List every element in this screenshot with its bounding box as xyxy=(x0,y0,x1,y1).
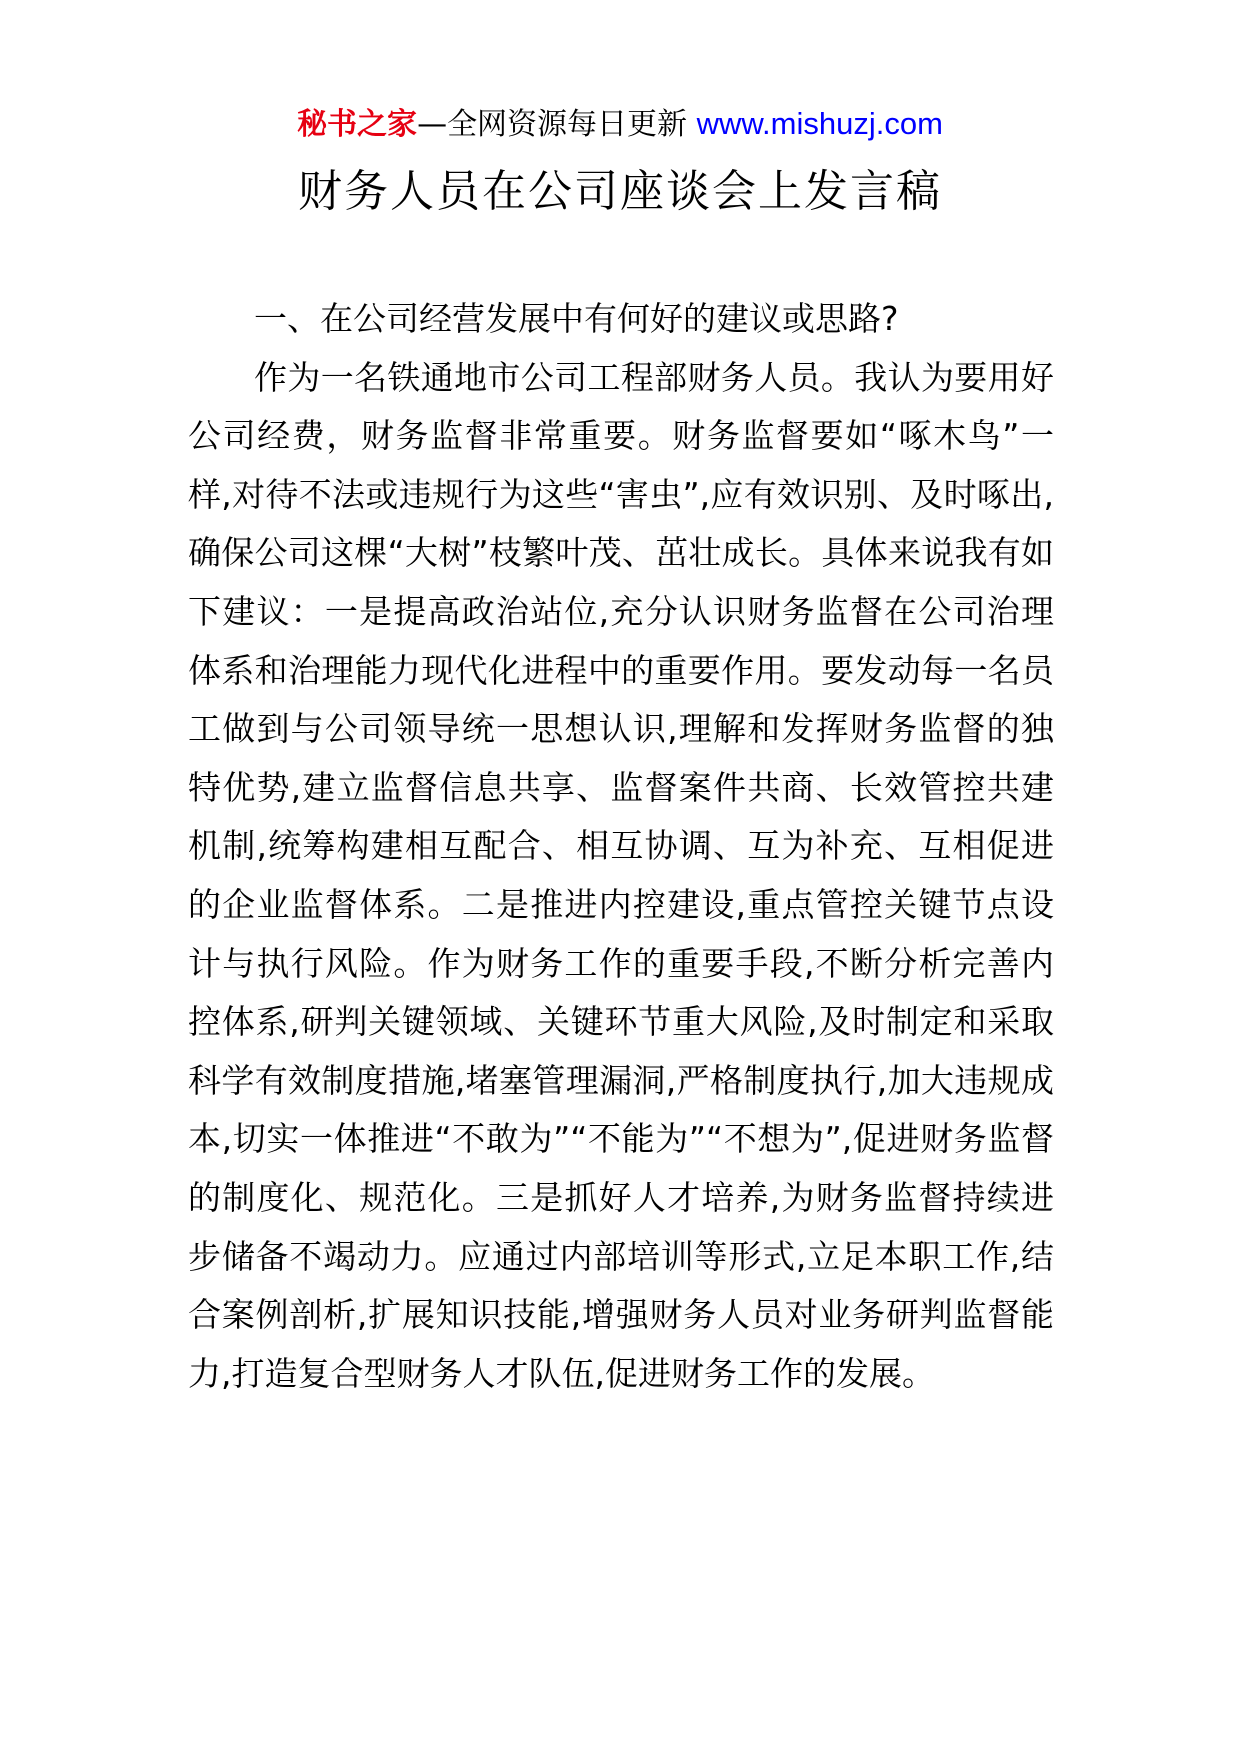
section-heading: 一、在公司经营发展中有何好的建议或思路? xyxy=(254,299,899,338)
header-banner xyxy=(0,100,1240,149)
site-slogan: —全网资源每日更新 xyxy=(417,107,697,142)
site-url-link[interactable]: www.mishuzj.com xyxy=(696,106,943,141)
document-body xyxy=(188,290,1054,1403)
site-name: 秘书之家 xyxy=(297,107,418,142)
document-title: 财务人员在公司座谈会上发言稿 xyxy=(298,166,942,217)
body-paragraph: 作为一名铁通地市公司工程部财务人员。我认为要用好公司经费，财务监督非常重要。财务监督要如“啄木鸟”一样,对待不法或违规行为这些“害虫”,应有效识别、及时啄出,确保公司这棵“大树”枝繁叶茂、茁壮成长。具体来说我有如下建议：一是提高政治站位,充分认识财务监督在公司治理体系和治理能力现代化进程中的重要作用。要发动每一名员工做到与公司领导统一思想认识,理解和发挥财务监督的独特优势,建立监督信息共享、监督案件共商、长效管控共建机制,统筹构建相互配合、相互协调、互为补充、互相促进的企业监督体系。二是推进内控建设,重点管控关键节点设计与执行风险。作为财务工作的重要手段,不断分析完善内控体系,研判关键领域、关键环节重大风险,及时制定和采取科学有效制度措施,堵塞管理漏洞,严格制度执行,加大违规成本,切实一体推进“不敢为”“不能为”“不想为”,促进财务监督的制度化、规范化。三是抓好人才培养,为财务监督持续进步储备不竭动力。应通过内部培训等形式,立足本职工作,结合案例剖析,扩展知识技能,增强财务人员对业务研判监督能力,打造复合型财务人才队伍,促进财务工作的发展。 xyxy=(188,357,1054,1393)
